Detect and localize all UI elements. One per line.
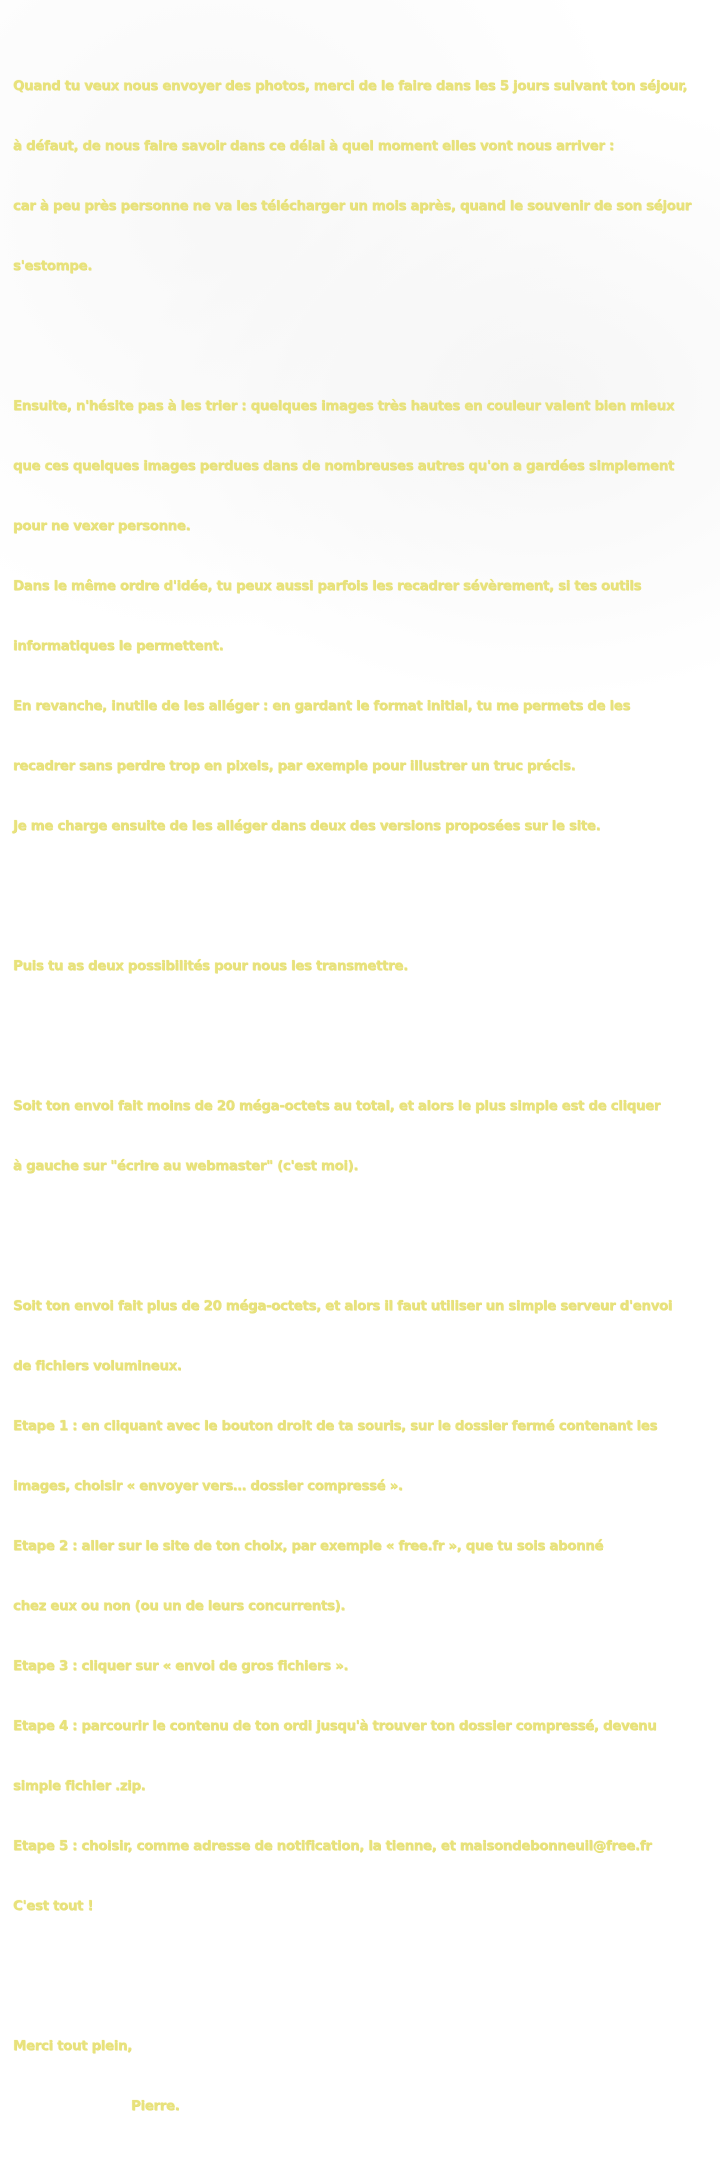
paragraph-gap <box>13 317 720 337</box>
p5-line-7: Etape 3 : cliquer sur « envoi de gros fichiers ». <box>13 1659 349 1674</box>
p2-line-1: Ensuite, n'hésite pas à les trier : quelques images très hautes en couleur valent bien mieux <box>13 399 675 414</box>
p5-line-5: Etape 2 : aller sur le site de ton choix, par exemple « free.fr », que tu sois abonné <box>13 1539 604 1554</box>
p5-line-6: chez eux ou non (ou un de leurs concurrents). <box>13 1599 346 1614</box>
p5-line-2: de fichiers volumineux. <box>13 1359 182 1374</box>
paragraph-gap <box>13 1217 720 1237</box>
p2-line-2: que ces quelques images perdues dans de nombreuses autres qu'on a gardées simplement <box>13 459 674 474</box>
p2-line-7: recadrer sans perdre trop en pixels, par exemple pour illustrer un truc précis. <box>13 759 576 774</box>
closing-line: Merci tout plein, <box>13 2039 132 2054</box>
p2-line-6: En revanche, inutile de les alléger : en gardant le format initial, tu me permets de les <box>13 699 631 714</box>
signature: Pierre. <box>131 2099 180 2114</box>
p4-line-1: Soit ton envoi fait moins de 20 méga-octets au total, et alors le plus simple est de cliquer <box>13 1099 661 1114</box>
p2-line-4: Dans le même ordre d'idée, tu peux aussi parfois les recadrer sévèrement, si tes outils <box>13 579 642 594</box>
p4-line-2: à gauche sur "écrire au webmaster" (c'est moi). <box>13 1159 359 1174</box>
p2-line-5: informatiques le permettent. <box>13 639 224 654</box>
p2-line-3: pour ne vexer personne. <box>13 519 191 534</box>
p1-line-1: Quand tu veux nous envoyer des photos, merci de le faire dans les 5 jours suivant ton séjour, <box>13 79 688 94</box>
paragraph-gap <box>13 877 720 897</box>
p1-line-4: s'estompe. <box>13 259 92 274</box>
p1-line-2: à défaut, de nous faire savoir dans ce délai à quel moment elles vont nous arriver : <box>13 139 614 154</box>
p3-line-1: Puis tu as deux possibilités pour nous les transmettre. <box>13 959 408 974</box>
p5-line-11: C'est tout ! <box>13 1899 94 1914</box>
paragraph-gap <box>13 1017 720 1037</box>
p5-line-1: Soit ton envoi fait plus de 20 méga-octets, et alors il faut utiliser un simple serveur d'envoi <box>13 1299 673 1314</box>
p5-line-8: Etape 4 : parcourir le contenu de ton ordi jusqu'à trouver ton dossier compressé, devenu <box>13 1719 657 1734</box>
p2-line-8: Je me charge ensuite de les alléger dans deux des versions proposées sur le site. <box>13 819 601 834</box>
p5-line-9: simple fichier .zip. <box>13 1779 146 1794</box>
p1-line-3: car à peu près personne ne va les télécharger un mois après, quand le souvenir de son séjour <box>13 199 691 214</box>
message-text <box>13 17 720 2157</box>
paragraph-gap <box>13 1957 720 1977</box>
p5-line-4: images, choisir « envoyer vers… dossier compressé ». <box>13 1479 403 1494</box>
p5-line-10: Etape 5 : choisir, comme adresse de notification, la tienne, et maisondebonneuil@free.fr <box>13 1839 652 1854</box>
p5-line-3: Etape 1 : en cliquant avec le bouton droit de ta souris, sur le dossier fermé contenant les <box>13 1419 658 1434</box>
